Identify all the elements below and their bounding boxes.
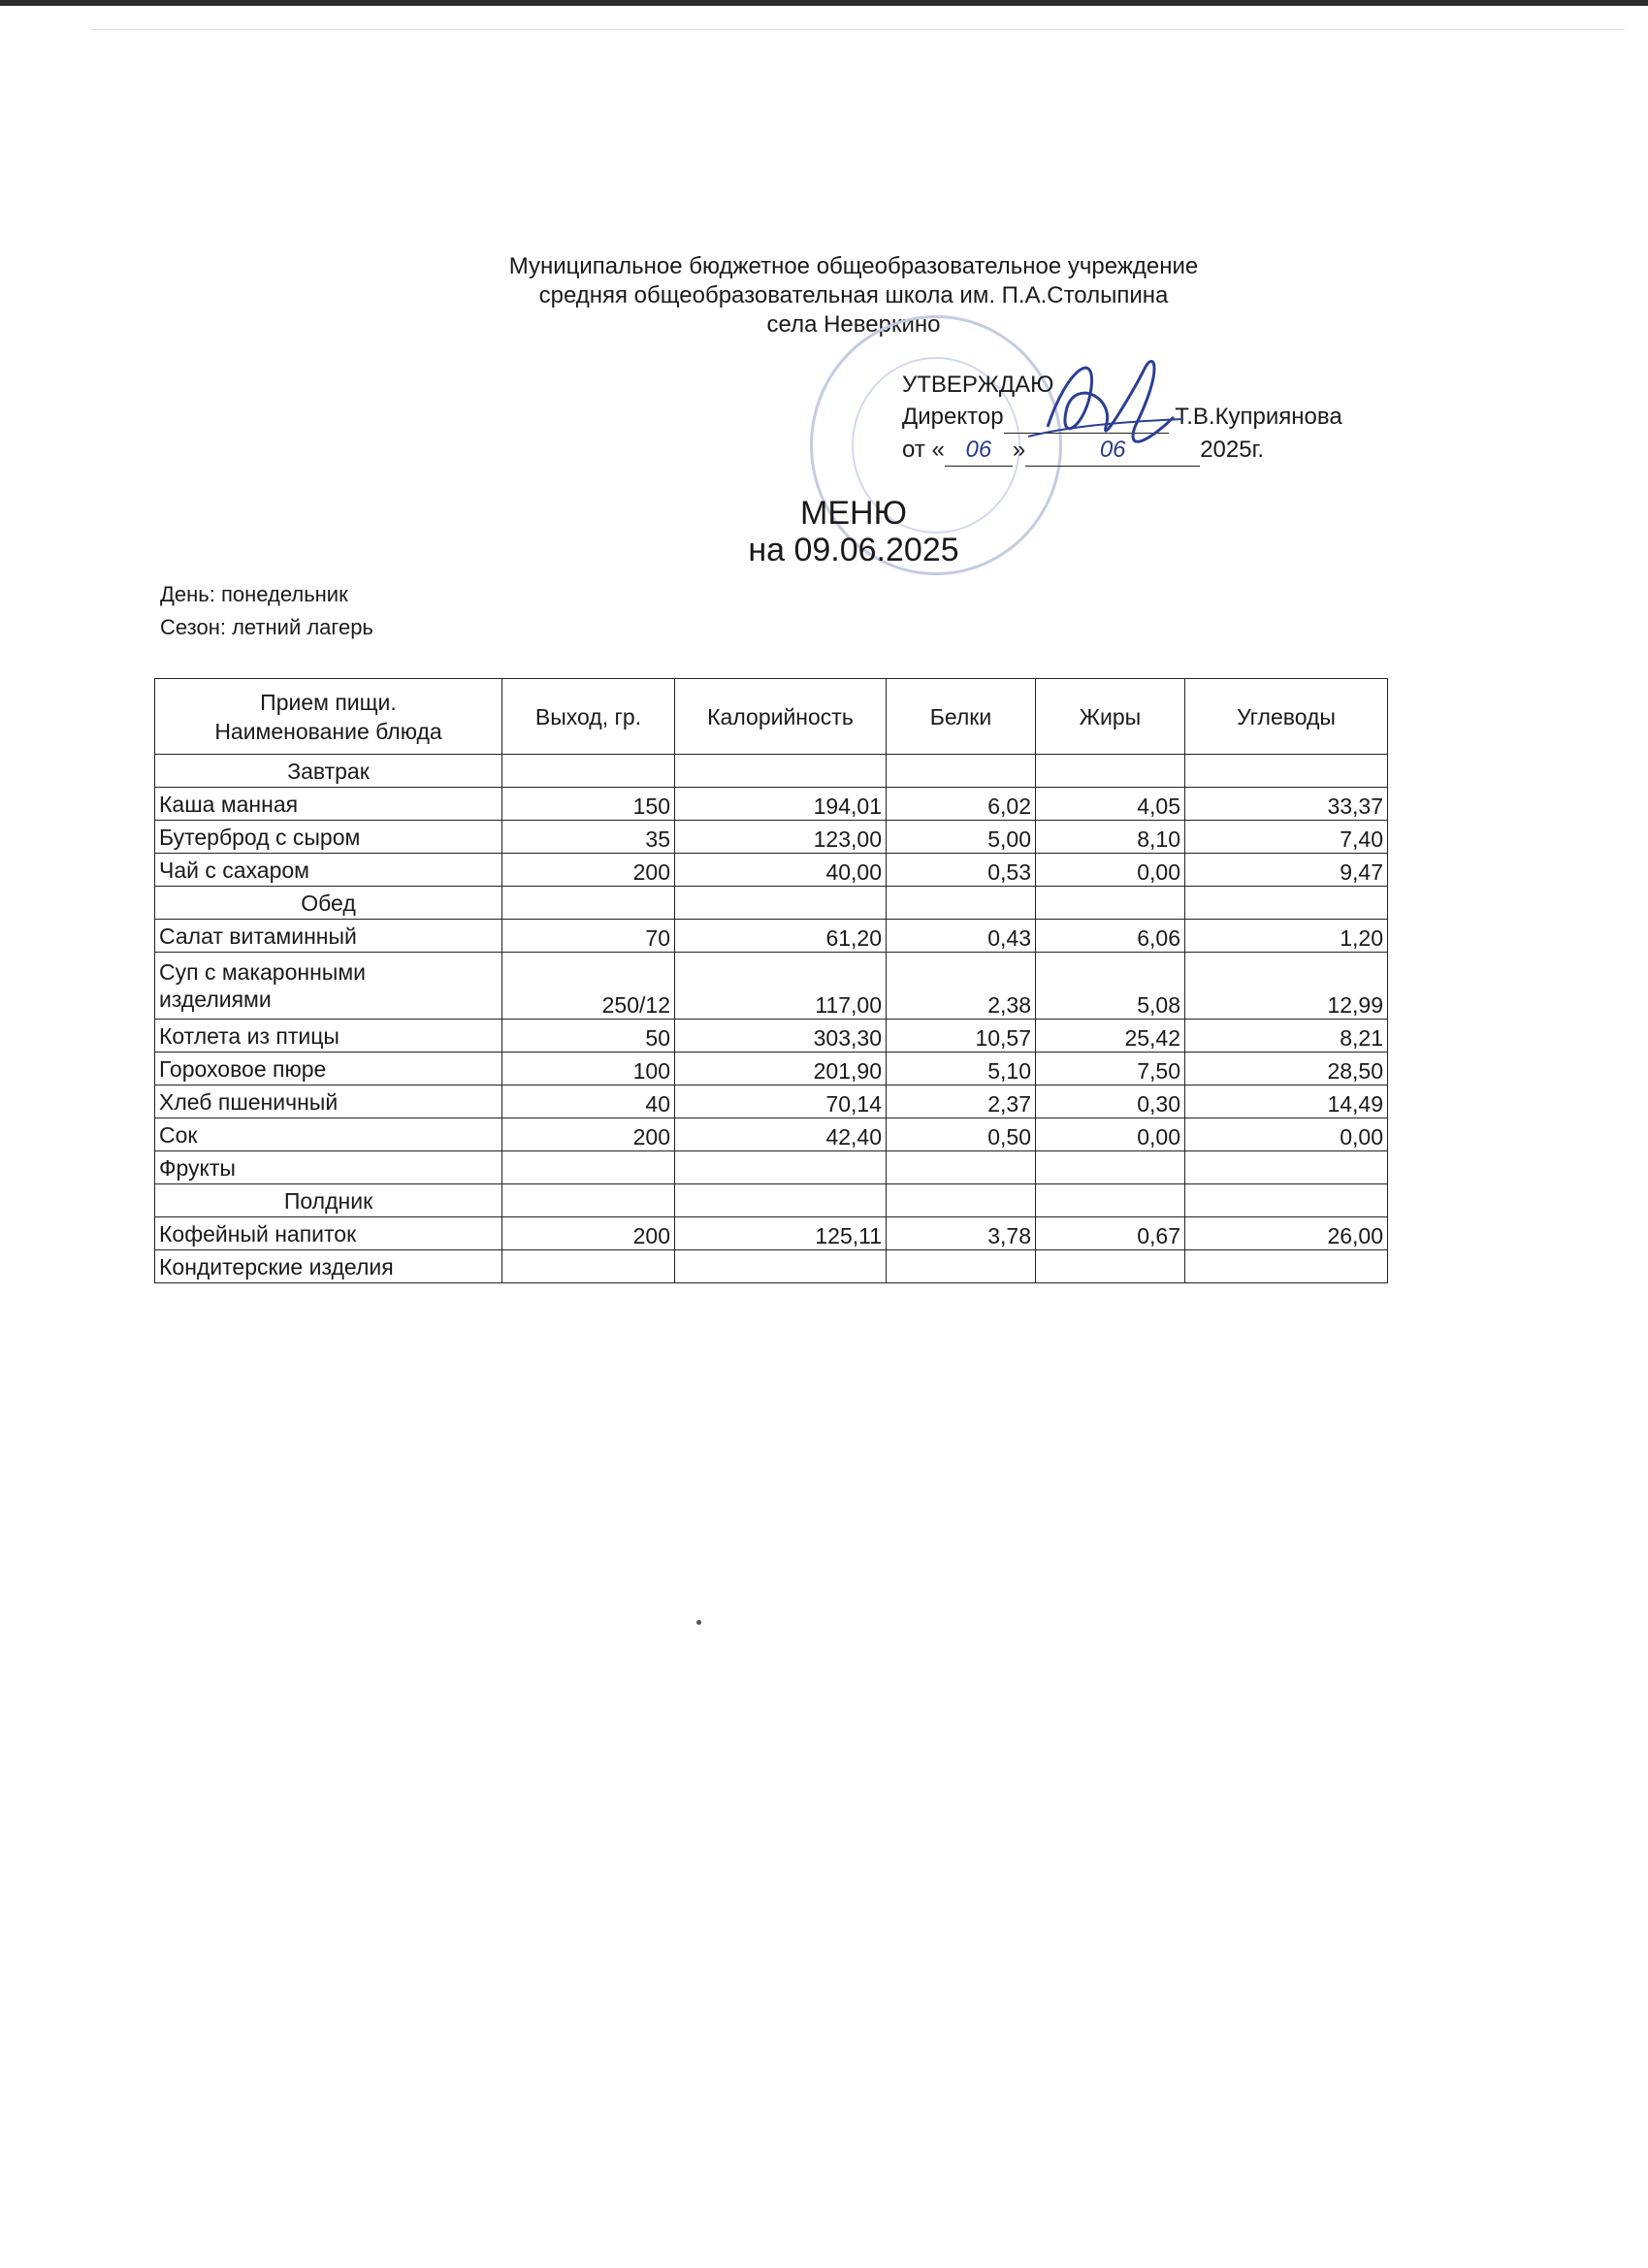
col-header-fats: Жиры [1036, 679, 1185, 755]
director-name: Т.В.Куприянова [1175, 404, 1342, 430]
menu-date: на 09.06.2025 [748, 532, 959, 568]
director-label: Директор [902, 404, 1004, 430]
table-row: Суп с макаронными изделиями 250/12 117,00 2,38 5,08 12,99 [155, 953, 1388, 1020]
section-label: Полдник [155, 1184, 502, 1217]
approval-label: УТВЕРЖДАЮ [902, 372, 1054, 398]
menu-heading: МЕНЮ [800, 495, 907, 532]
table-row: Гороховое пюре 100 201,90 5,10 7,50 28,50 [155, 1053, 1388, 1085]
menu-meta [160, 578, 373, 644]
menu-table [154, 678, 1388, 1283]
scan-speck [696, 1620, 701, 1625]
date-bracket: » [1012, 437, 1026, 463]
section-row-breakfast [155, 755, 1388, 788]
table-row: Чай с сахаром 200 40,00 0,53 0,00 9,47 [155, 854, 1388, 887]
date-day: 06 [945, 434, 1013, 467]
date-year: 2025г. [1200, 437, 1265, 463]
org-line-1: Муниципальное бюджетное общеобразовательное учреждение [508, 253, 1199, 279]
table-header-row [155, 679, 1388, 755]
table-row: Котлета из птицы 50 303,30 10,57 25,42 8,21 [155, 1020, 1388, 1053]
col-header-proteins: Белки [887, 679, 1036, 755]
date-month: 06 [1025, 434, 1200, 467]
table-row: Салат витаминный 70 61,20 0,43 6,06 1,20 [155, 920, 1388, 953]
col-header-carbs: Углеводы [1185, 679, 1388, 755]
org-line-2: средняя общеобразовательная школа им. П.А.Столыпина [538, 282, 1169, 308]
day-label: День: понедельник [160, 582, 348, 606]
table-row: Каша манная 150 194,01 6,02 4,05 33,37 [155, 788, 1388, 821]
section-row-snack [155, 1184, 1388, 1217]
season-label: Сезон: летний лагерь [160, 615, 373, 639]
section-row-lunch [155, 887, 1388, 920]
table-row: Хлеб пшеничный 40 70,14 2,37 0,30 14,49 [155, 1085, 1388, 1118]
section-label: Завтрак [155, 755, 502, 788]
organization-header [0, 252, 1648, 340]
col-header-meal: Прием пищи. Наименование блюда [155, 679, 502, 755]
section-label: Обед [155, 887, 502, 920]
col-header-output: Выход, гр. [502, 679, 675, 755]
col-header-calories: Калорийность [675, 679, 887, 755]
table-row: Фрукты [155, 1151, 1388, 1184]
org-line-3: села Неверкино [766, 311, 941, 338]
menu-title [0, 495, 1648, 568]
director-signature [1009, 330, 1193, 485]
scan-top-line [92, 29, 1625, 30]
table-row: Сок 200 42,40 0,50 0,00 0,00 [155, 1118, 1388, 1151]
scan-top-edge [0, 0, 1648, 6]
table-row: Кофейный напиток 200 125,11 3,78 0,67 26,00 [155, 1217, 1388, 1250]
date-prefix: от « [902, 437, 945, 463]
table-row: Бутерброд с сыром 35 123,00 5,00 8,10 7,40 [155, 821, 1388, 854]
table-row: Кондитерские изделия [155, 1250, 1388, 1283]
